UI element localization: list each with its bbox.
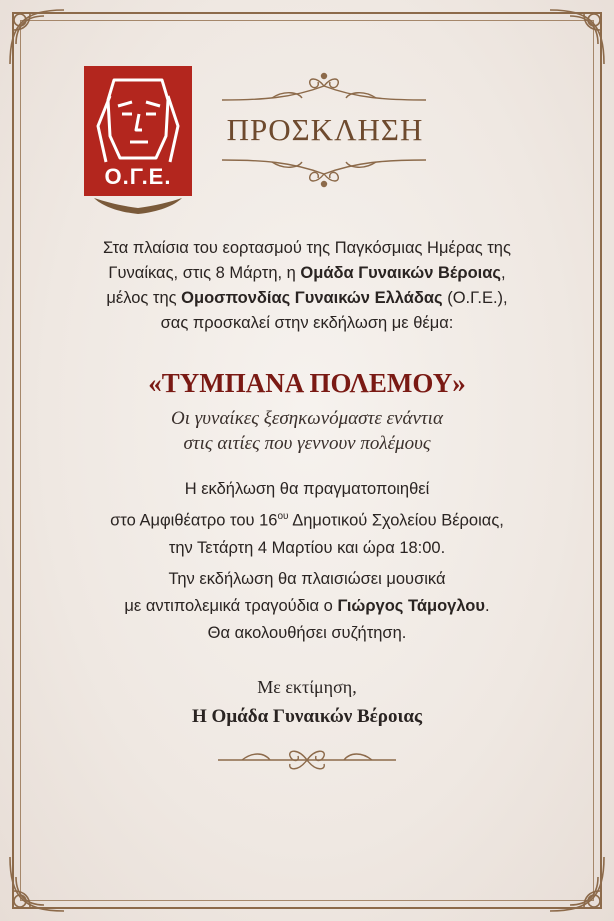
laurel-icon xyxy=(88,194,188,216)
intro-paragraph xyxy=(40,236,574,336)
signature: Η Ομάδα Γυναικών Βέροιας xyxy=(192,706,422,727)
closing-block xyxy=(40,672,574,732)
title-ornament-top-icon xyxy=(212,68,436,108)
greeting: Με εκτίμηση, xyxy=(257,677,357,697)
event-title: «ΤΥΜΠΑΝΑ ΠΟΛΕΜΟΥ» xyxy=(148,368,466,398)
event-subtitle: Οι γυναίκες ξεσηκωνόμαστε ενάντια στις αιτίες που γεννουν πολέμους xyxy=(171,408,443,454)
corner-ornament-icon xyxy=(4,847,74,917)
logo-red-box xyxy=(84,66,192,196)
corner-ornament-icon xyxy=(540,847,610,917)
title-ornament-bottom-icon xyxy=(212,152,436,192)
intro-line: σας προσκαλεί στην εκδήλωση με θέμα: xyxy=(160,314,454,332)
intro-line: Στα πλαίσια του εορτασμού της Παγκόσμιας Ημέρας της xyxy=(103,239,511,257)
intro-line: Γυναίκας, στις 8 Μάρτη, η Ομάδα Γυναικών Βέροιας, xyxy=(108,264,506,282)
details-paragraph: Η εκδήλωση θα πραγματοποιηθεί στο Αμφιθέατρο του $16^{o\upsilon}$ Δημοτικού Σχολείου Βέροιας, την Τετάρτη 4 Μαρτίου και ώρα 18:00. xyxy=(110,480,504,557)
corner-ornament-icon xyxy=(540,4,610,74)
page-title: ΠΡΟΣΚΛΗΣΗ xyxy=(226,112,424,147)
intro-line: μέλος της Ομοσπονδίας Γυναικών Ελλάδας (Ο.Γ.Ε.), xyxy=(106,289,508,307)
corner-ornament-icon xyxy=(4,4,74,74)
logo-text: Ο.Γ.Ε. xyxy=(104,164,172,189)
oge-logo xyxy=(84,66,192,216)
music-paragraph: Την εκδήλωση θα πλαισιώσει μουσικά με αντιπολεμικά τραγούδια ο Γιώργος Τάμογλου. Θα ακολουθήσει συζήτηση. xyxy=(124,570,490,642)
bottom-ornament-icon xyxy=(212,740,402,780)
